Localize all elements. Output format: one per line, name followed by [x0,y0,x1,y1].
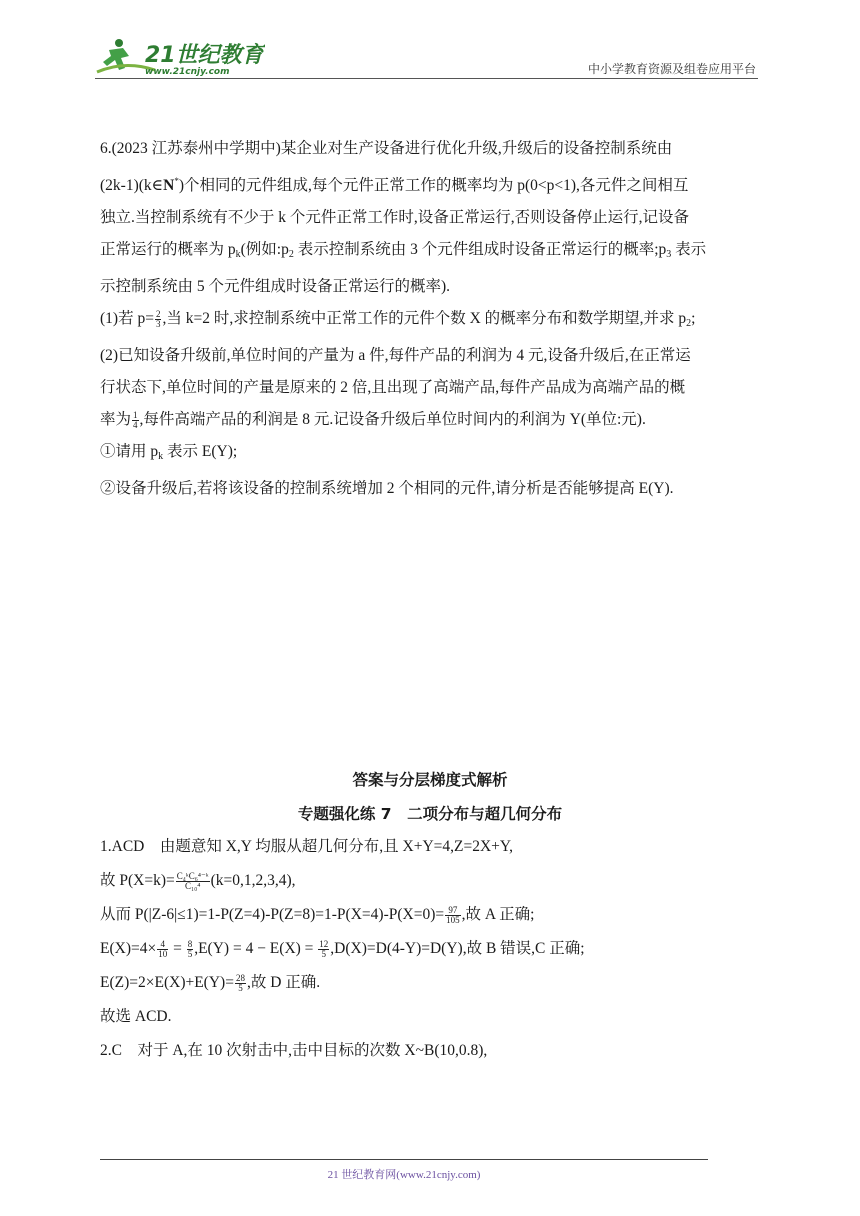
runner-logo-icon [95,36,265,78]
header-divider [95,78,758,79]
fraction: $\frac{97}{105}$ [446,904,460,925]
fraction: $\frac{\text{C₄ᵏC₆⁴⁻ᵏ}}{\text{C₁₀⁴}}$ [176,870,209,891]
question-6 [100,133,772,505]
fraction: $\frac{4}{10}$ [158,938,168,959]
page-header [95,36,758,80]
q-line-2: (2k-1)(k∈N*)个相同的元件组成,每个元件正常工作的概率均为 p(0<p<1),各元件之间相互 [100,176,689,194]
fraction: $\frac{12}{5}$ [319,938,329,959]
answer-line: 故 P(X=k)= $\frac{\text{C₄ᵏC₆⁴⁻ᵏ}}{\text{C₁₀⁴}}$ (k=0,1,2,3,4), [100,870,296,891]
q-line-1: 6.(2023 江苏泰州中学期中)某企业对生产设备进行优化升级,升级后的设备控制系统由 [100,140,673,157]
q-line-3: 独立.当控制系统有不少于 k 个元件正常工作时,设备正常运行,否则设备停止运行,记设备 [100,209,690,226]
svg-text:www.21cnjy.com: www.21cnjy.com [145,67,230,77]
answer-line: 1.ACD 由题意知 X,Y 均服从超几何分布,且 X+Y=4,Z=2X+Y, [100,838,513,855]
fraction: $\frac{8}{5}$ [187,938,193,959]
fraction: $\frac{28}{5}$ [235,972,245,993]
q-part-2-line-2: 行状态下,单位时间的产量是原来的 2 倍,且出现了高端产品,每件产品成为高端产品的概 [100,379,686,396]
q-part-2-line-3: 率为 $\frac{1}{4}$ ,每件高端产品的利润是 8 元.记设备升级后单位时间内的利润为 Y(单位:元). [100,409,646,430]
platform-slogan: 中小学教育资源及组卷应用平台 [587,62,756,76]
answer-line: E(Z)=2×E(X)+E(Y)= $\frac{28}{5}$ ,故 D 正确. [100,972,321,993]
footer-divider [100,1159,708,1160]
answers-body [100,830,772,1068]
site-logo[interactable] [95,36,265,78]
answer-line: 故选 ACD. [100,1008,172,1025]
svg-text:21世纪教育: 21世纪教育 [145,43,264,68]
q-line-4: 正常运行的概率为 $p_k$(例如$:p_2$ 表示控制系统由 3 个元件组成时设备正常运行的概率$;p_3$ 表示 [100,241,707,260]
footer-link[interactable]: 21 世纪教育网(www.21cnjy.com) [327,1169,481,1181]
q-sub-1: ①请用 $p_k$ 表示 E(Y); [100,443,238,462]
answer-line: 2.C 对于 A,在 10 次射击中,击中目标的次数 X~B(10,0.8), [100,1042,488,1059]
q-part-2-line-1: (2)已知设备升级前,单位时间的产量为 a 件,每件产品的利润为 4 元,设备升级后,在正常运 [100,347,691,364]
section-title: 专题强化练 7 二项分布与超几何分布 [297,805,563,823]
q-part-1: (1)若 p= $\frac{2}{3}$ ,当 k=2 时,求控制系统中正常工作的元件个数 X 的概率分布和数学期望,并求 $p_2$; [100,308,696,329]
q-sub-2: ②设备升级后,若将该设备的控制系统增加 2 个相同的元件,请分析是否能够提高 E(Y). [100,480,674,497]
q-line-5: 示控制系统由 5 个元件组成时设备正常运行的概率). [100,278,451,295]
answer-line: E(X)=4× $\frac{4}{10}$ = $\frac{8}{5}$ ,E(Y) = 4 − E(X) = $\frac{12}{5}$ ,D(X)=D(4-Y)=D(Y),故 B 错误,C 正确; [100,938,585,959]
fraction: $\frac{1}{4}$ [133,409,138,430]
answers-title: 答案与分层梯度式解析 [352,771,508,789]
answer-line: 从而 P(|Z-6|≤1)=1-P(Z=4)-P(Z=8)=1-P(X=4)-P(X=0)= $\frac{97}{105}$ ,故 A 正确; [100,904,535,925]
fraction: $\frac{2}{3}$ [155,308,161,329]
